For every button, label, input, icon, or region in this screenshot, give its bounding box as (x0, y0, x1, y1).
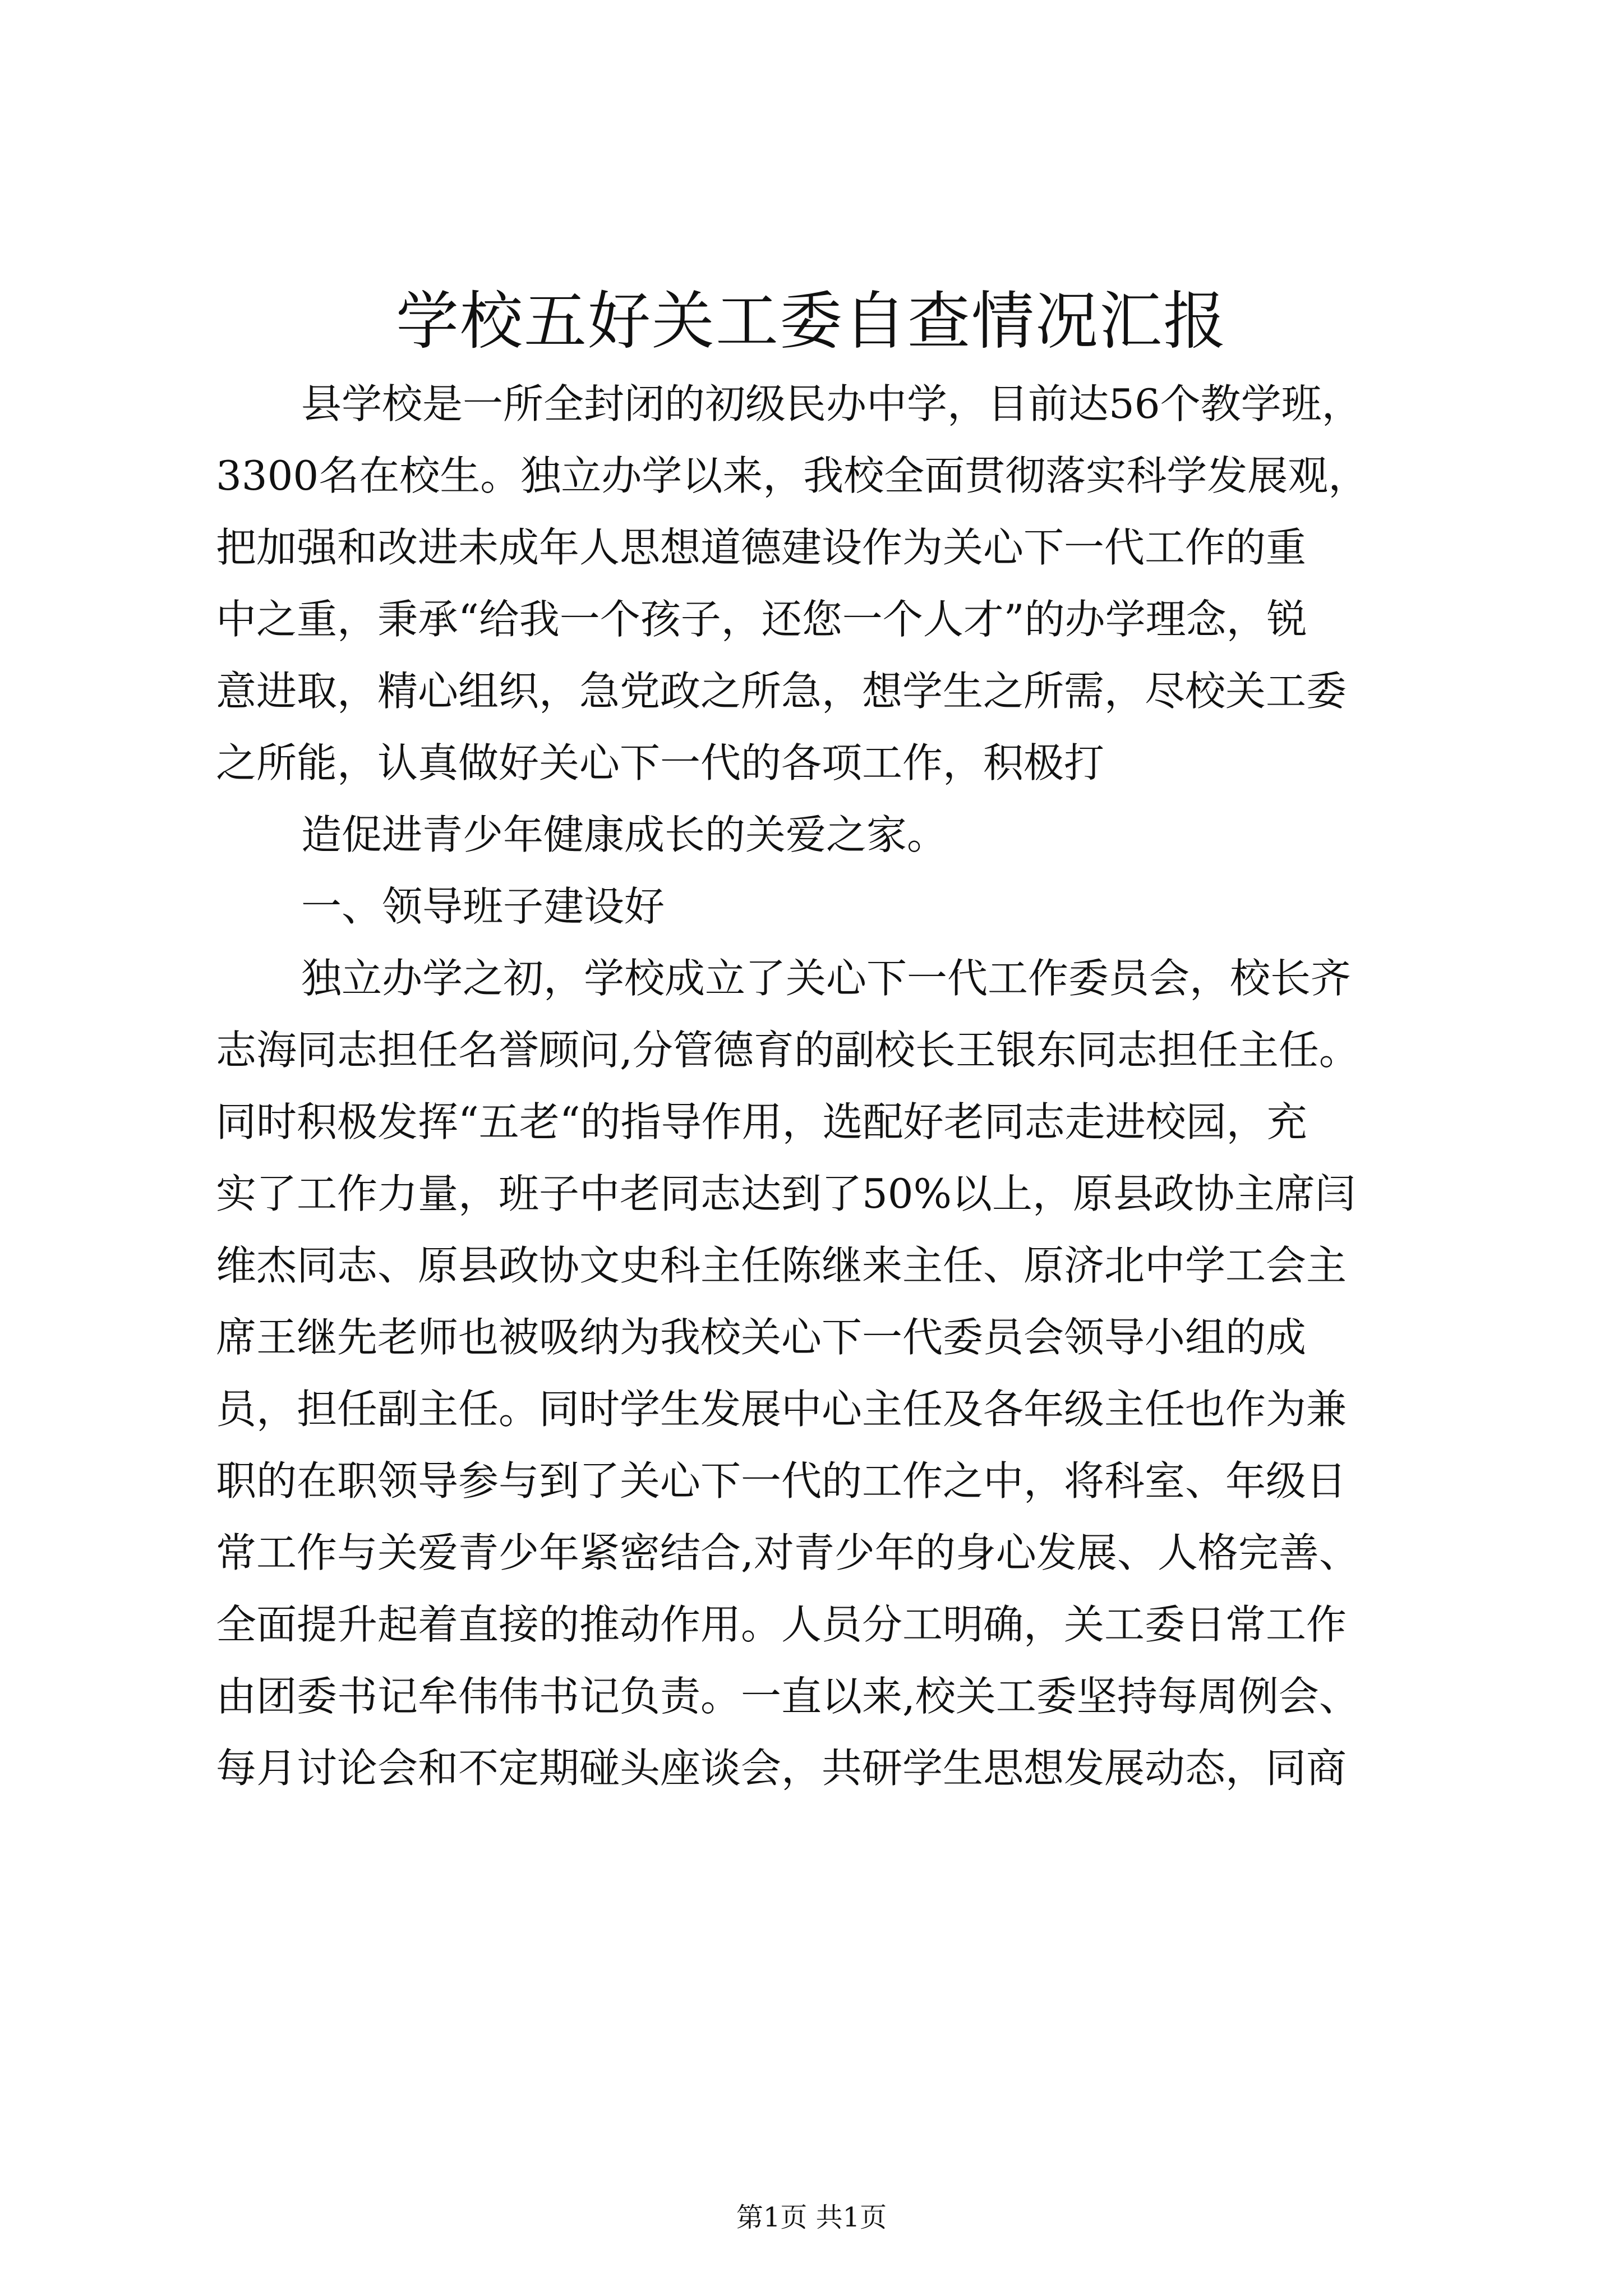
paragraph-line: 把加强和改进未成年人思想道德建设作为关心下一代工作的重 (216, 524, 1307, 571)
page-footer: 第1页 共1页 (736, 2202, 887, 2233)
paragraph-line: 之所能，认真做好关心下一代的各项工作，积极打 (216, 739, 1105, 786)
paragraph-line: 中之重，秉承“给我一个孩子，还您一个人才”的办学理念，锐 (216, 596, 1307, 643)
paragraph-line: 3300名在校生。独立办学以来，我校全面贯彻落实科学发展观， (216, 452, 1369, 499)
paragraph-line: 由团委书记牟伟伟书记负责。一直以来,校关工委坚持每周例会、 (216, 1673, 1359, 1720)
paragraph-line: 全面提升起着直接的推动作用。人员分工明确，关工委日常工作 (216, 1601, 1347, 1648)
paragraph-line: 独立办学之初，学校成立了关心下一代工作委员会，校长齐 (301, 955, 1352, 1002)
paragraph-line: 造促进青少年健康成长的关爱之家。 (301, 811, 948, 858)
paragraph-line: 维杰同志、原县政协文史科主任陈继来主任、原济北中学工会主 (216, 1242, 1347, 1289)
paragraph-line: 同时积极发挥“五老“的指导作用，选配好老同志走进校园，充 (216, 1098, 1307, 1145)
paragraph-line: 县学校是一所全封闭的初级民办中学，目前达56个教学班， (301, 380, 1362, 427)
paragraph-line: 常工作与关爱青少年紧密结合,对青少年的身心发展、人格完善、 (216, 1529, 1359, 1576)
paragraph-line: 实了工作力量，班子中老同志达到了50%以上，原县政协主席闫 (216, 1170, 1356, 1217)
paragraph-line: 意进取，精心组织，急党政之所急，想学生之所需，尽校关工委 (216, 668, 1347, 715)
section-heading: 一、领导班子建设好 (301, 883, 665, 930)
paragraph-line: 职的在职领导参与到了关心下一代的工作之中，将科室、年级日 (216, 1457, 1347, 1504)
paragraph-line: 每月讨论会和不定期碰头座谈会，共研学生思想发展动态，同商 (216, 1745, 1347, 1792)
document-title: 学校五好关工委自查情况汇报 (396, 285, 1227, 358)
paragraph-line: 员，担任副主任。同时学生发展中心主任及各年级主任也作为兼 (216, 1386, 1347, 1433)
paragraph-line: 席王继先老师也被吸纳为我校关心下一代委员会领导小组的成 (216, 1314, 1307, 1361)
paragraph-line: 志海同志担任名誉顾问,分管德育的副校长王银东同志担任主任。 (216, 1027, 1359, 1074)
